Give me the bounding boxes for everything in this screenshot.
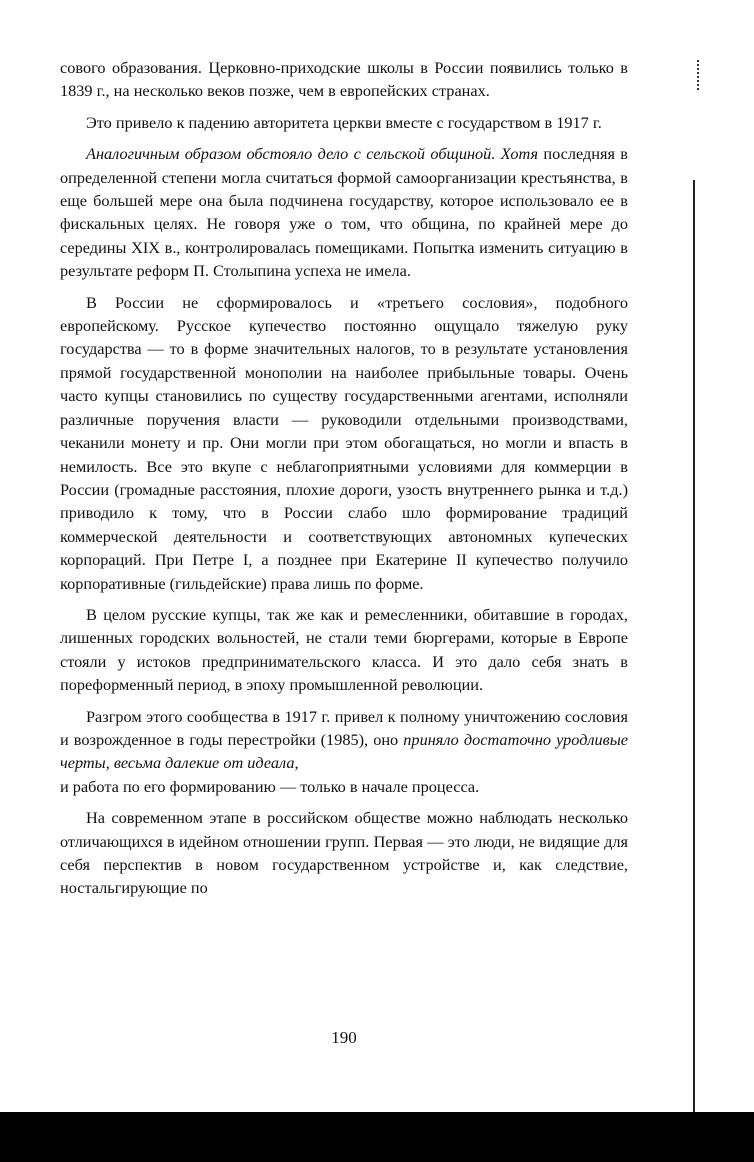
scan-edge-line [693,180,699,1115]
paragraph: Это привело к падению авторитета церкви вместе с государством в 1917 г. [86,112,602,132]
paragraph [60,142,628,282]
paragraph-text: и работа по его формированию — только в начале процесса. [60,776,480,796]
paragraph: сового образования. Церковно-приходские школы в России появились только в 1839 г., на несколько веков позже, чем в европейских странах. [60,58,628,101]
paragraph: На современном этапе в российском обществе можно наблюдать несколько отличающихся в идейном отношении групп. Первая — это люди, не видящие для себя перспектив в новом государственном устройстве и, как следствие, ностальгирующие по [60,808,628,898]
scan-bottom-band [0,1112,754,1162]
italic-phrase: приняло достаточно уродливые черты, весьма далекие от идеала, [60,729,628,773]
paragraph-text: Разгром этого сообщества в 1917 г. привел к полному уничтожению сословия и возрожденное в годы перестройки (1985), оно [60,706,628,749]
scan-edge-mark [697,60,702,90]
paragraph [60,705,628,799]
page-body [60,56,628,908]
paragraph-text: последняя в определенной степени могла считаться формой самоорганизации крестьянства, в еще большей мере она была подчинена государству, которое использовало ее в фискальных целях. Не говоря уже о том, что община, по крайней мере до середины XIX в., контролировалась помещиками. Попытка изменить ситуацию в результате реформ П. Столыпина успеха не имела. [60,144,628,281]
paragraph: В целом русские купцы, так же как и ремесленники, обитавшие в городах, лишенных городских вольностей, не стали теми бюргерами, которые в Европе стояли у истоков предпринимательского класса. И это дало себя знать в пореформенный период, в эпоху промышленной революции. [60,604,628,695]
paragraph: В России не сформировалось и «третьего сословия», подобного европейскому. Русское купечество постоянно ощущало тяжелую руку государства — то в форме значительных налогов, то в результате установления прямой государственной монополии на наиболее прибыльные товары. Очень часто купцы становились по существу государственными агентами, исполняли различные поручения власти — руководили отдельными производствами, чеканили монету и пр. Они могли при этом обогащаться, но могли и впасть в немилость. Все это вкупе с неблагоприятными условиями для коммерции в России (громадные расстояния, плохие дороги, узость внутреннего рынка и т.д.) приводило к тому, что в России слабо шло формирование традиций коммерческой деятельности и соответствующих автономных купеческих корпораций. При Петре I, а позднее при Екатерине II купечество получило корпоративные (гильдейские) права лишь по форме. [60,292,628,593]
italic-lead: Аналогичным образом обстояло дело с сельской общиной. Хотя [86,144,539,164]
page-number: 190 [331,1028,357,1047]
